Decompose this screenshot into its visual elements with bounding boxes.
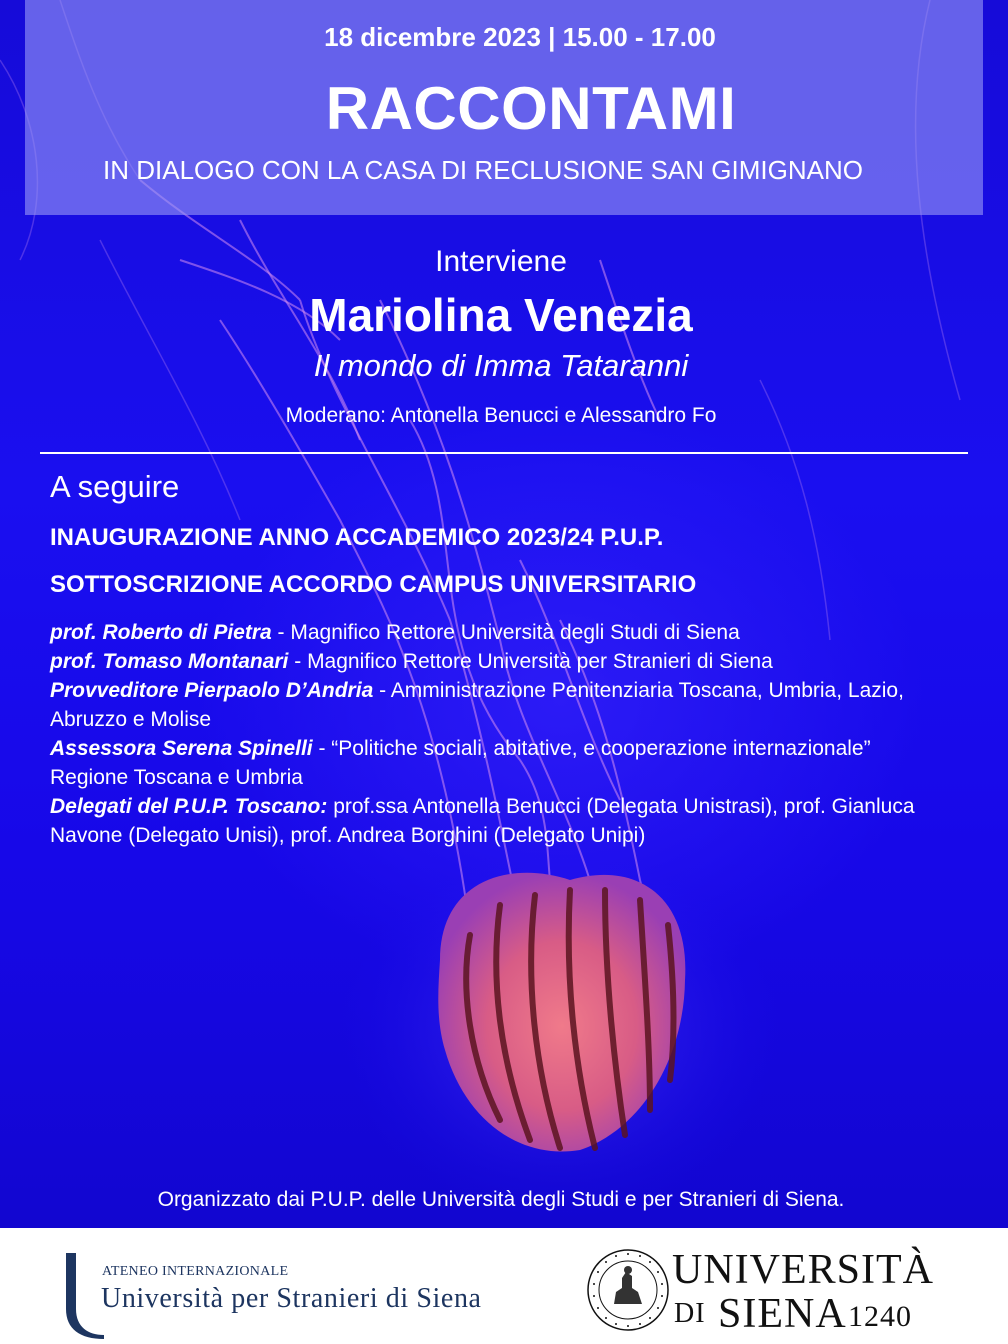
participant — [50, 647, 950, 676]
unisi-logo-year: 1240 — [848, 1300, 912, 1333]
unisi-seal-icon — [586, 1248, 670, 1332]
participant-role: - Magnifico Rettore Università per Stranieri di Siena — [288, 650, 773, 673]
participant-role: - Magnifico Rettore Università degli Studi di Siena — [271, 621, 740, 644]
event-subtitle: IN DIALOGO CON LA CASA DI RECLUSIONE SAN GIMIGNANO — [103, 155, 863, 185]
following-heading: A seguire — [50, 469, 180, 504]
participant-name: prof. Tomaso Montanari — [50, 650, 289, 673]
participant — [50, 792, 950, 850]
section-divider — [40, 452, 968, 454]
participant — [50, 676, 950, 734]
logo-footer — [0, 1228, 1008, 1344]
participant-role: - “Politiche sociali, abitative, e cooperazione internazionale” Regione Toscana e Umbria — [50, 737, 871, 789]
speaker-work: Il mondo di Imma Tataranni — [313, 348, 689, 383]
participant — [50, 618, 950, 647]
moderators: Moderano: Antonella Benucci e Alessandro Fo — [285, 404, 717, 427]
participant-name: Provveditore Pierpaolo D’Andria — [50, 679, 374, 702]
unisi-logo-line1: UNIVERSITÀ — [672, 1247, 934, 1293]
event-date: 18 dicembre 2023 | 15.00 - 17.00 — [324, 22, 716, 52]
speaker-name: Mariolina Venezia — [309, 289, 693, 341]
participant-role: - Amministrazione Penitenziaria Toscana, Umbria, Lazio, Abruzzo e Molise — [50, 679, 904, 731]
event-title: RACCONTAMI — [325, 75, 737, 142]
event-agreement: SOTTOSCRIZIONE ACCORDO CAMPUS UNIVERSITARIO — [50, 571, 697, 598]
participants-list — [50, 618, 950, 850]
event-inauguration: INAUGURAZIONE ANNO ACCADEMICO 2023/24 P.U.P. — [50, 524, 664, 551]
unistrasi-logo-tagline: ATENEO INTERNAZIONALE — [102, 1264, 289, 1279]
participant-name: Delegati del P.U.P. Toscano: — [50, 795, 328, 818]
unisi-logo-line2: SIENA — [718, 1291, 847, 1337]
intervene-label: Interviene — [435, 245, 567, 278]
participant-name: prof. Roberto di Pietra — [50, 621, 272, 644]
participant — [50, 734, 950, 792]
unistrasi-logo-icon — [60, 1251, 104, 1341]
participant-role: prof.ssa Antonella Benucci (Delegata Unistrasi), prof. Gianluca Navone (Delegato Unisi), prof. Andrea Borghini (Delegato Unipi) — [50, 795, 915, 847]
unistrasi-logo-name: Università per Stranieri di Siena — [101, 1283, 482, 1314]
participant-name: Assessora Serena Spinelli — [50, 737, 313, 760]
organizer-note: Organizzato dai P.U.P. delle Università degli Studi e per Stranieri di Siena. — [157, 1188, 845, 1211]
unisi-logo-di: DI — [674, 1298, 706, 1329]
